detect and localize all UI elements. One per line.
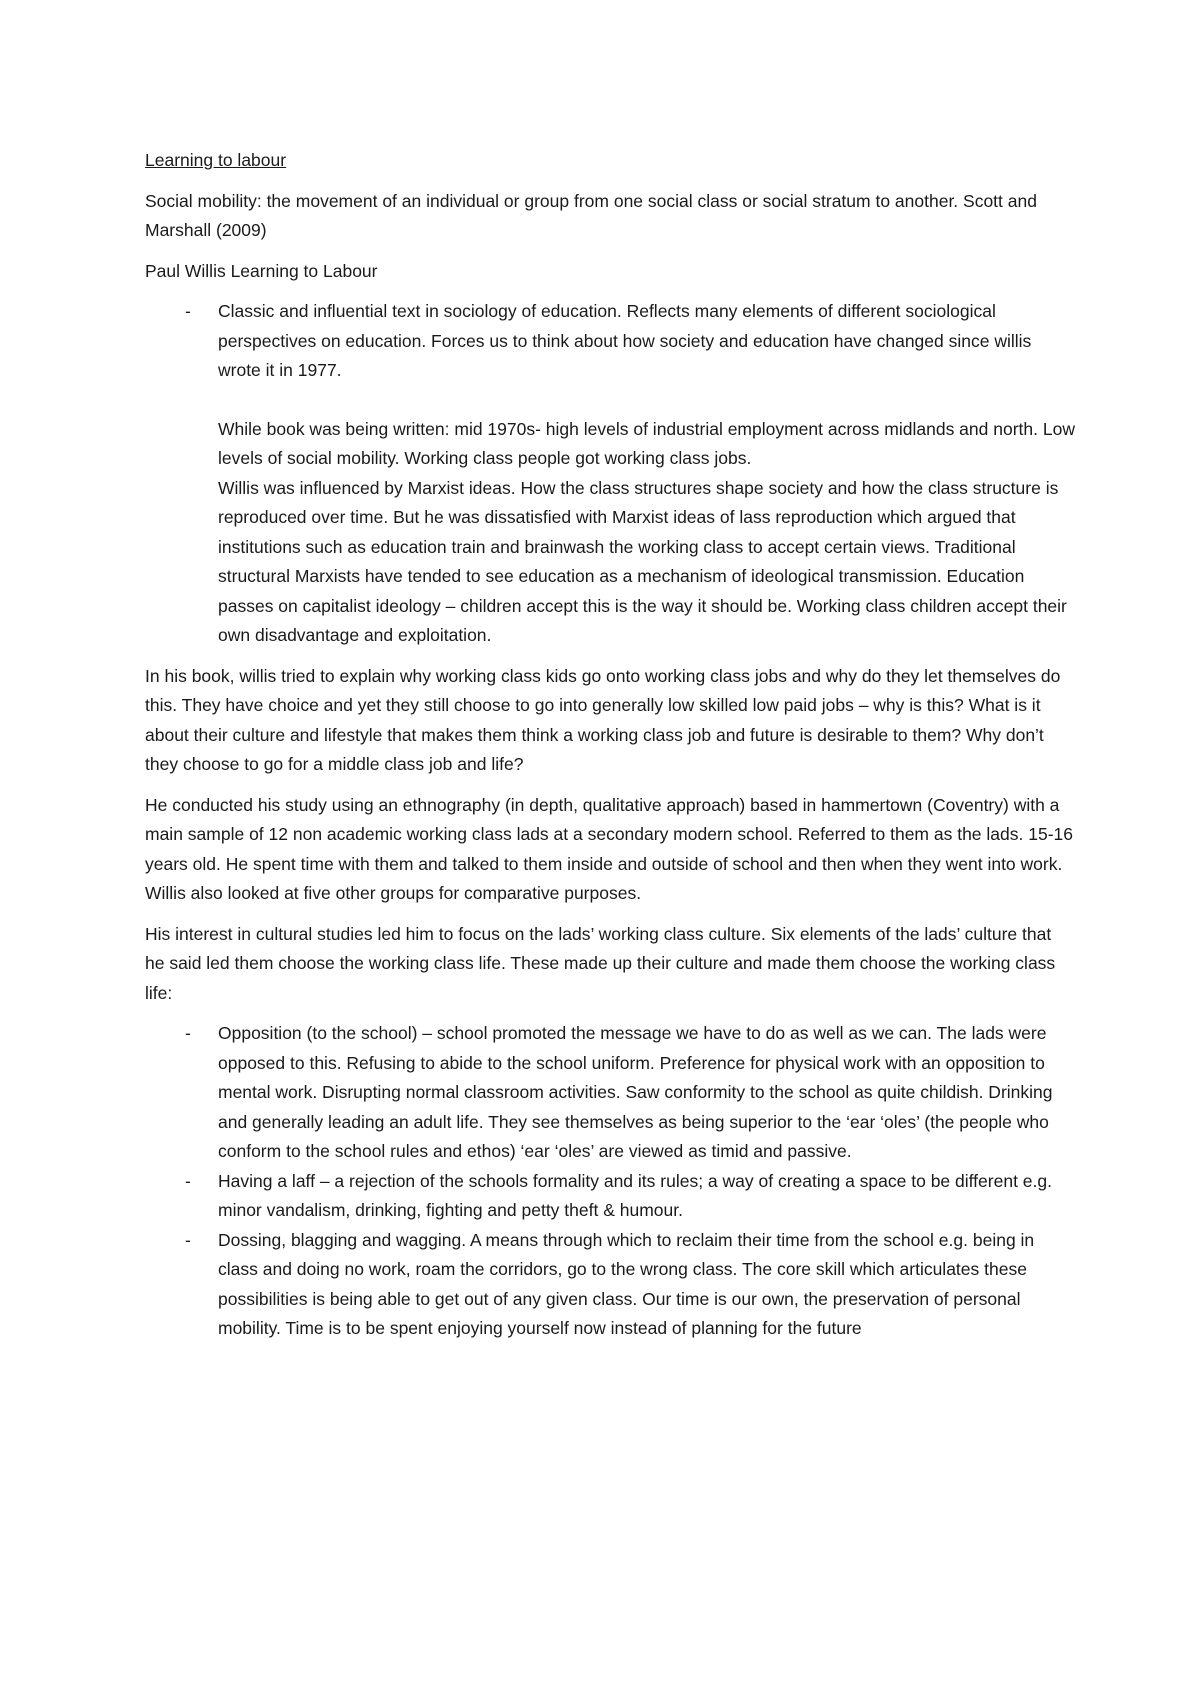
list-item bbox=[145, 297, 1075, 651]
subheading: Paul Willis Learning to Labour bbox=[145, 260, 378, 281]
document-title: Learning to labour bbox=[145, 150, 287, 170]
list-item bbox=[145, 1019, 1075, 1167]
dash-bullet: - bbox=[185, 1023, 191, 1043]
dash-bullet: - bbox=[185, 1170, 191, 1191]
body-paragraph: His interest in cultural studies led him to focus on the lads’ working class culture. Six elements of the lads’ culture that he said led them choose the working class life. These made up their culture and made them choose the working class life: bbox=[145, 923, 1056, 1003]
definition-paragraph: Social mobility: the movement of an individual or group from one social class or social stratum to another. Scott and Marshall (2009) bbox=[145, 190, 1037, 240]
list-item bbox=[145, 1226, 1075, 1344]
list-item-text: Having a laff – a rejection of the schools formality and its rules; a way of creating a space to be different e.g. minor vandalism, drinking, fighting and petty theft & humour. bbox=[218, 1170, 1052, 1220]
list-item-text: Classic and influential text in sociology of education. Reflects many elements of different sociological perspectives on education. Forces us to think about how society and education have changed since willis wrote it in 1977. bbox=[218, 301, 1032, 380]
dash-bullet: - bbox=[185, 301, 191, 321]
document-body bbox=[145, 146, 1075, 1355]
spacer bbox=[218, 386, 1075, 415]
second-bullet-list bbox=[145, 1019, 1075, 1344]
body-paragraph: In his book, willis tried to explain why working class kids go onto working class jobs and why do they let themselves do this. They have choice and yet they still choose to go into generally low skilled low paid jobs – why is this? What is it about their culture and lifestyle that makes them think a working class job and future is desirable to them? Why don’t they choose to go for a middle class job and life? bbox=[145, 665, 1061, 774]
dash-bullet: - bbox=[185, 1229, 191, 1250]
indented-paragraph: Willis was influenced by Marxist ideas. How the class structures shape society and how the class structure is reproduced over time. But he was dissatisfied with Marxist ideas of lass reproduction which argued that institutions such as education train and brainwash the working class to accept certain views. Traditional structural Marxists have tended to see education as a mechanism of ideological transmission. Education passes on capitalist ideology – children accept this is the way it should be. Working class children accept their own disadvantage and exploitation. bbox=[218, 477, 1067, 645]
list-item bbox=[145, 1167, 1075, 1226]
first-bullet-list bbox=[145, 297, 1075, 651]
list-item-text: Opposition (to the school) – school promoted the message we have to do as well as we can. The lads were opposed to this. Refusing to abide to the school uniform. Preference for physical work with an opposition to mental work. Disrupting normal classroom activities. Saw conformity to the school as quite childish. Drinking and generally leading an adult life. They see themselves as being superior to the ‘ear ‘oles’ (the people who conform to the school rules and ethos) ‘ear ‘oles’ are viewed as timid and passive. bbox=[218, 1023, 1053, 1161]
list-item-text: Dossing, blagging and wagging. A means through which to reclaim their time from the school e.g. being in class and doing no work, roam the corridors, go to the wrong class. The core skill which articulates these possibilities is being able to get out of any given class. Our time is our own, the preservation of personal mobility. Time is to be spent enjoying yourself now instead of planning for the future bbox=[218, 1229, 1035, 1338]
body-paragraph: He conducted his study using an ethnography (in depth, qualitative approach) based in hammertown (Coventry) with a main sample of 12 non academic working class lads at a secondary modern school. Referred to them as the lads. 15-16 years old. He spent time with them and talked to them inside and outside of school and then when they went into work. Willis also looked at five other groups for comparative purposes. bbox=[145, 794, 1073, 903]
indented-paragraph: While book was being written: mid 1970s- high levels of industrial employment across midlands and north. Low levels of social mobility. Working class people got working class jobs. bbox=[218, 418, 1075, 468]
